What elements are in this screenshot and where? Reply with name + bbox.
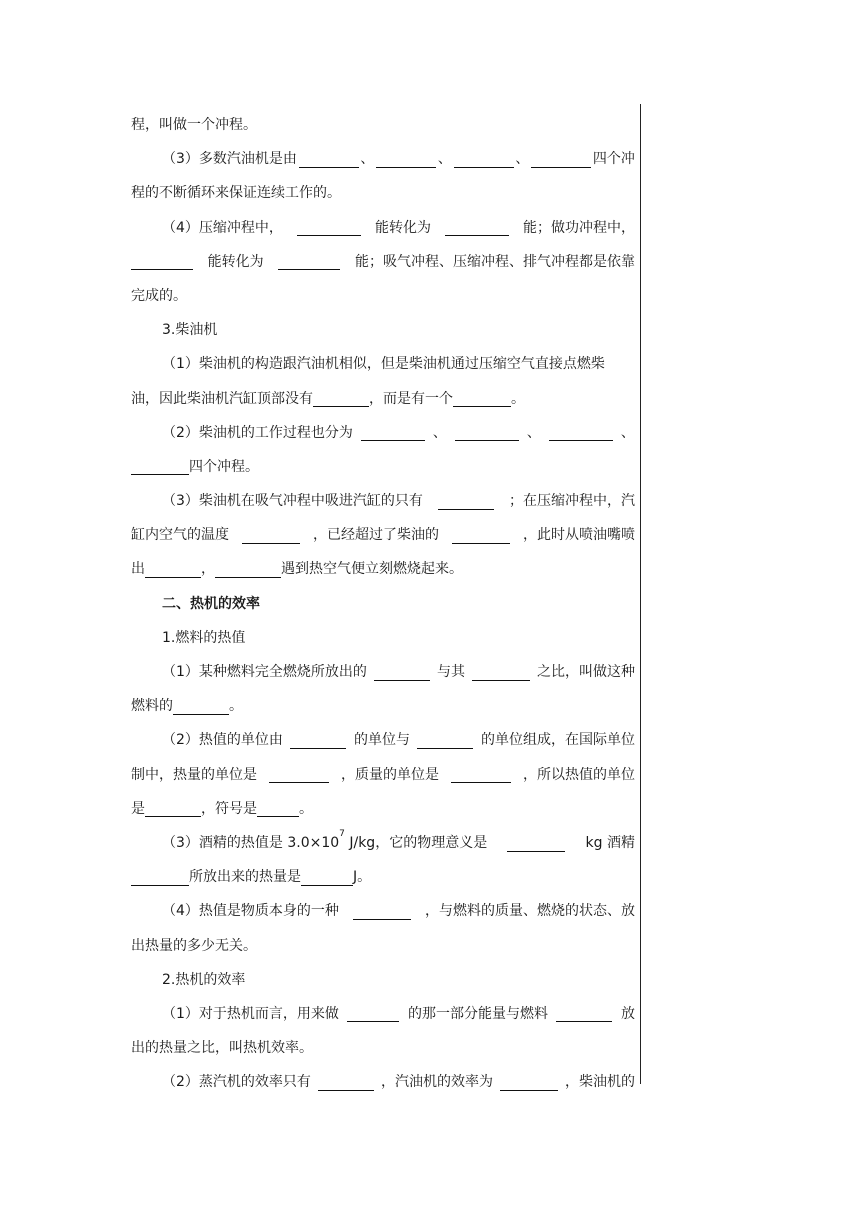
text-segment: 缸内空气的温度 — [131, 527, 229, 544]
text-segment: 1.燃料的热值 — [162, 629, 246, 646]
text-segment: 、 — [360, 151, 375, 168]
text-segment: 放 — [620, 1005, 635, 1022]
question-line — [131, 655, 635, 689]
text-line — [131, 176, 635, 210]
text-line — [131, 758, 635, 792]
fill-in-blank[interactable] — [438, 493, 494, 510]
text-segment: 程，叫做一个冲程。 — [131, 117, 257, 133]
text-segment — [162, 826, 487, 860]
right-border-line — [640, 104, 641, 1084]
text-segment: ，已经超过了柴油的 — [313, 527, 439, 544]
question-line — [131, 211, 635, 245]
text-segment: （2）热值的单位由 — [162, 732, 283, 749]
text-line — [131, 792, 635, 826]
text-segment: 程的不断循环来保证连续工作的。 — [131, 185, 341, 202]
fill-in-blank[interactable] — [445, 219, 509, 236]
fill-in-blank[interactable] — [301, 869, 353, 886]
text-segment: ，与燃料的质量、燃烧的状态、放 — [424, 903, 635, 920]
text-segment: （1）对于热机而言，用来做 — [162, 1005, 339, 1022]
text-segment: 、 — [432, 424, 447, 441]
text-segment: 。 — [229, 698, 243, 715]
fill-in-blank[interactable] — [145, 800, 201, 817]
fill-in-blank[interactable] — [507, 835, 565, 852]
text-line — [131, 518, 635, 552]
text-segment: 、 — [620, 424, 635, 441]
question-line — [131, 484, 635, 518]
text-segment: ， — [201, 561, 215, 578]
question-line — [131, 826, 635, 860]
question-line — [131, 723, 635, 757]
text-segment: ，汽油机的效率为 — [380, 1074, 493, 1091]
text-segment: 能转化为 — [207, 253, 264, 270]
fill-in-blank[interactable] — [361, 424, 425, 441]
text-segment: ，此时从喷油嘴喷 — [523, 527, 635, 544]
fill-in-blank[interactable] — [374, 664, 430, 681]
exponent: 7 — [339, 829, 345, 840]
fill-in-blank[interactable] — [417, 732, 473, 749]
text-segment: 的单位组成，在国际单位 — [480, 732, 635, 749]
fill-in-blank[interactable] — [131, 253, 193, 270]
fill-in-blank[interactable] — [242, 527, 300, 544]
text-segment: 四个冲 — [592, 151, 635, 168]
text-segment: （3）多数汽油机是由 — [162, 151, 297, 168]
fill-in-blank[interactable] — [452, 527, 510, 544]
fill-in-blank[interactable] — [455, 424, 519, 441]
text-segment: ，而是有一个 — [369, 390, 453, 407]
text-line — [131, 245, 635, 279]
text-line — [131, 689, 635, 723]
fill-in-blank[interactable] — [556, 1005, 612, 1022]
text-segment: ，柴油机的 — [564, 1074, 635, 1091]
fill-in-blank[interactable] — [145, 561, 201, 578]
text-segment: J。 — [353, 869, 372, 886]
question-line — [131, 894, 635, 928]
fill-in-blank[interactable] — [297, 219, 361, 236]
text-line — [131, 860, 635, 894]
fill-in-blank[interactable] — [257, 800, 299, 817]
fill-in-blank[interactable] — [531, 151, 591, 168]
fill-in-blank[interactable] — [347, 1005, 399, 1022]
text-segment: （2）柴油机的工作过程也分为 — [162, 424, 353, 441]
fill-in-blank[interactable] — [278, 253, 340, 270]
text-segment: 出热量的多少无关。 — [131, 937, 257, 954]
fill-in-blank[interactable] — [549, 424, 613, 441]
text-segment: ，质量的单位是 — [341, 766, 439, 783]
fill-in-blank[interactable] — [131, 458, 189, 475]
text-segment: 遇到热空气便立刻燃烧起来。 — [281, 561, 463, 578]
question-line — [131, 997, 635, 1031]
fill-in-blank[interactable] — [451, 766, 511, 783]
text-segment: 、 — [437, 151, 452, 168]
text-segment: 、 — [526, 424, 541, 441]
text-segment: 所放出来的热量是 — [189, 869, 301, 886]
question-line — [131, 1065, 635, 1099]
text-segment: （4）压缩冲程中， — [162, 219, 283, 236]
fill-in-blank[interactable] — [290, 732, 346, 749]
text-segment: 、 — [515, 151, 530, 168]
text-segment: （2）蒸汽机的效率只有 — [162, 1074, 311, 1091]
fill-in-blank[interactable] — [131, 869, 189, 886]
unit-text: J/kg，它的物理意义是 — [344, 834, 488, 851]
text-segment: 能；吸气冲程、压缩冲程、排气冲程都是依靠 — [354, 253, 635, 270]
text-segment: 二、热机的效率 — [162, 595, 260, 612]
text-line — [131, 552, 635, 586]
text-segment: （3）柴油机在吸气冲程中吸进汽缸的只有 — [162, 493, 423, 510]
question-line — [131, 347, 635, 381]
fill-in-blank[interactable] — [215, 561, 281, 578]
text-segment: ，所以热值的单位 — [523, 766, 635, 783]
question-line — [131, 416, 635, 450]
text-segment: 与其 — [436, 664, 465, 680]
text-segment: 能转化为 — [374, 219, 431, 236]
worksheet-body — [131, 108, 635, 1099]
subsection-heading — [131, 313, 635, 347]
text-line — [131, 929, 635, 963]
text-segment: 能；做功冲程中， — [522, 219, 635, 236]
text-segment: （1）柴油机的构造跟汽油机相似，但是柴油机通过压缩空气直接点燃柴 — [162, 356, 605, 373]
text-segment: 的那一部分能量与燃料 — [407, 1005, 548, 1022]
text-segment: 2.热机的效率 — [162, 971, 246, 988]
heat-value-text: （3）酒精的热值是 3.0×10 — [162, 834, 340, 851]
text-line — [131, 382, 635, 416]
text-segment: 之比，叫做这种 — [536, 664, 635, 680]
fill-in-blank[interactable] — [173, 698, 229, 715]
subsection-heading — [131, 621, 635, 655]
text-line — [131, 108, 635, 142]
text-segment: （4）热值是物质本身的一种 — [162, 903, 339, 920]
fill-in-blank[interactable] — [453, 390, 511, 407]
text-segment: 的单位与 — [353, 732, 410, 749]
fill-in-blank[interactable] — [454, 151, 514, 168]
text-segment: 出的热量之比，叫热机效率。 — [131, 1040, 313, 1057]
text-segment: 制中，热量的单位是 — [131, 766, 257, 783]
text-line — [131, 279, 635, 313]
text-segment: 燃料的 — [131, 698, 173, 715]
text-segment: 。 — [511, 390, 525, 407]
text-segment: （1）某种燃料完全燃烧所放出的 — [162, 664, 367, 680]
text-segment: kg 酒精 — [585, 834, 635, 851]
fill-in-blank[interactable] — [269, 766, 329, 783]
fill-in-blank[interactable] — [313, 390, 369, 407]
fill-in-blank[interactable] — [472, 664, 530, 681]
fill-in-blank[interactable] — [376, 151, 436, 168]
text-segment: 出 — [131, 561, 145, 578]
fill-in-blank[interactable] — [500, 1074, 558, 1091]
text-segment: 。 — [299, 800, 313, 817]
text-segment: 四个冲程。 — [189, 458, 259, 475]
text-segment: 油，因此柴油机汽缸顶部没有 — [131, 390, 313, 407]
fill-in-blank[interactable] — [318, 1074, 374, 1091]
text-line — [131, 450, 635, 484]
text-line — [131, 1031, 635, 1065]
text-segment: ，符号是 — [201, 800, 257, 817]
text-segment: 是 — [131, 800, 145, 817]
text-segment: 3.柴油机 — [162, 322, 218, 339]
text-segment: ；在压缩冲程中，汽 — [509, 493, 635, 510]
fill-in-blank[interactable] — [353, 903, 411, 920]
subsection-heading — [131, 963, 635, 997]
section-heading — [131, 587, 635, 621]
question-line — [131, 142, 635, 176]
fill-in-blank[interactable] — [299, 151, 359, 168]
text-segment: 完成的。 — [131, 287, 187, 304]
